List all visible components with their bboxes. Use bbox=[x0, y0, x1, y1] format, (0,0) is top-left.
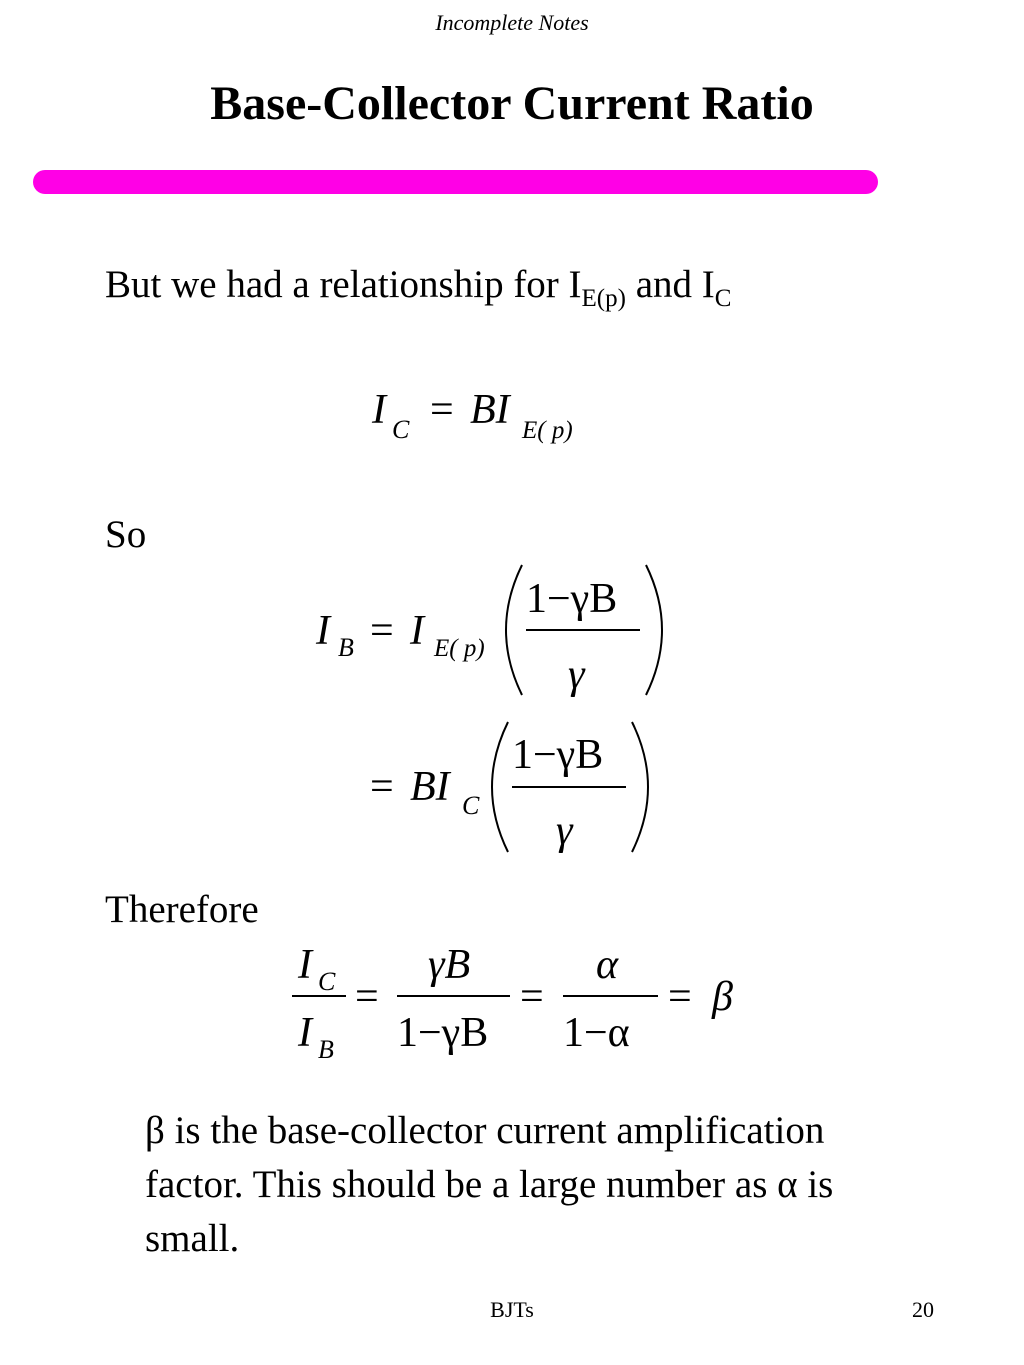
intro-text: But we had a relationship for I bbox=[105, 263, 582, 306]
eq4-sub-b: B bbox=[318, 1035, 334, 1064]
equation-ic bbox=[371, 387, 573, 444]
eq4-equals-1: = bbox=[355, 974, 379, 1020]
intro-sub-c: C bbox=[714, 285, 732, 312]
eq2-sub-ep: E( p) bbox=[434, 635, 485, 662]
header-label: Incomplete Notes bbox=[435, 10, 589, 35]
eq3-sub-c: C bbox=[462, 791, 480, 820]
therefore-label: Therefore bbox=[105, 888, 259, 931]
paragraph-line-2: factor. This should be a large number as α is bbox=[145, 1163, 834, 1206]
eq4-equals-2: = bbox=[520, 974, 544, 1020]
equation-beta bbox=[292, 942, 733, 1064]
eq1-sub-c: C bbox=[392, 415, 410, 444]
eq1-equals: = bbox=[430, 387, 454, 433]
eq2-i: I bbox=[316, 608, 330, 654]
eq4-f2-denominator: 1−γB bbox=[397, 1010, 489, 1056]
eq3-denominator: γ bbox=[556, 808, 573, 854]
eq2-i2: I bbox=[410, 608, 424, 654]
page-number: 20 bbox=[912, 1297, 934, 1322]
eq3-equals: = bbox=[370, 764, 394, 810]
paragraph-line-3: small. bbox=[145, 1217, 240, 1260]
intro-sub-ep: E(p) bbox=[581, 285, 626, 312]
equation-ib bbox=[315, 565, 662, 698]
eq4-f2-numerator: γB bbox=[428, 942, 471, 988]
eq2-numerator: 1−γB bbox=[526, 576, 618, 622]
explanation-paragraph bbox=[145, 1104, 975, 1266]
eq3-left-paren bbox=[492, 722, 508, 852]
so-label: So bbox=[105, 513, 147, 556]
eq2-denominator: γ bbox=[568, 652, 585, 698]
eq4-ic: I bbox=[298, 942, 312, 988]
eq2-equals: = bbox=[370, 608, 394, 654]
eq1-bi: BI bbox=[470, 387, 510, 433]
intro-and: and I bbox=[625, 263, 715, 306]
eq3-bi: BI bbox=[410, 764, 450, 810]
eq4-f3-denominator: 1−α bbox=[563, 1010, 630, 1056]
eq2-right-paren bbox=[646, 565, 662, 695]
equation-bic bbox=[370, 722, 648, 854]
slide-title: Base-Collector Current Ratio bbox=[210, 77, 814, 130]
eq3-right-paren bbox=[632, 722, 648, 852]
eq1-i: I bbox=[372, 387, 386, 433]
eq4-f3-numerator: α bbox=[596, 942, 619, 988]
eq2-left-paren bbox=[506, 565, 522, 695]
eq3-numerator: 1−γB bbox=[512, 732, 604, 778]
eq4-sub-c: C bbox=[318, 967, 336, 996]
eq4-ib: I bbox=[298, 1010, 312, 1056]
eq1-sub-ep: E( p) bbox=[522, 417, 573, 444]
eq2-sub-b: B bbox=[338, 633, 354, 662]
paragraph-line-1: β is the base-collector current amplification bbox=[145, 1109, 825, 1152]
eq4-beta: β bbox=[712, 974, 733, 1020]
eq4-equals-3: = bbox=[668, 974, 692, 1020]
footer-label: BJTs bbox=[490, 1297, 534, 1322]
